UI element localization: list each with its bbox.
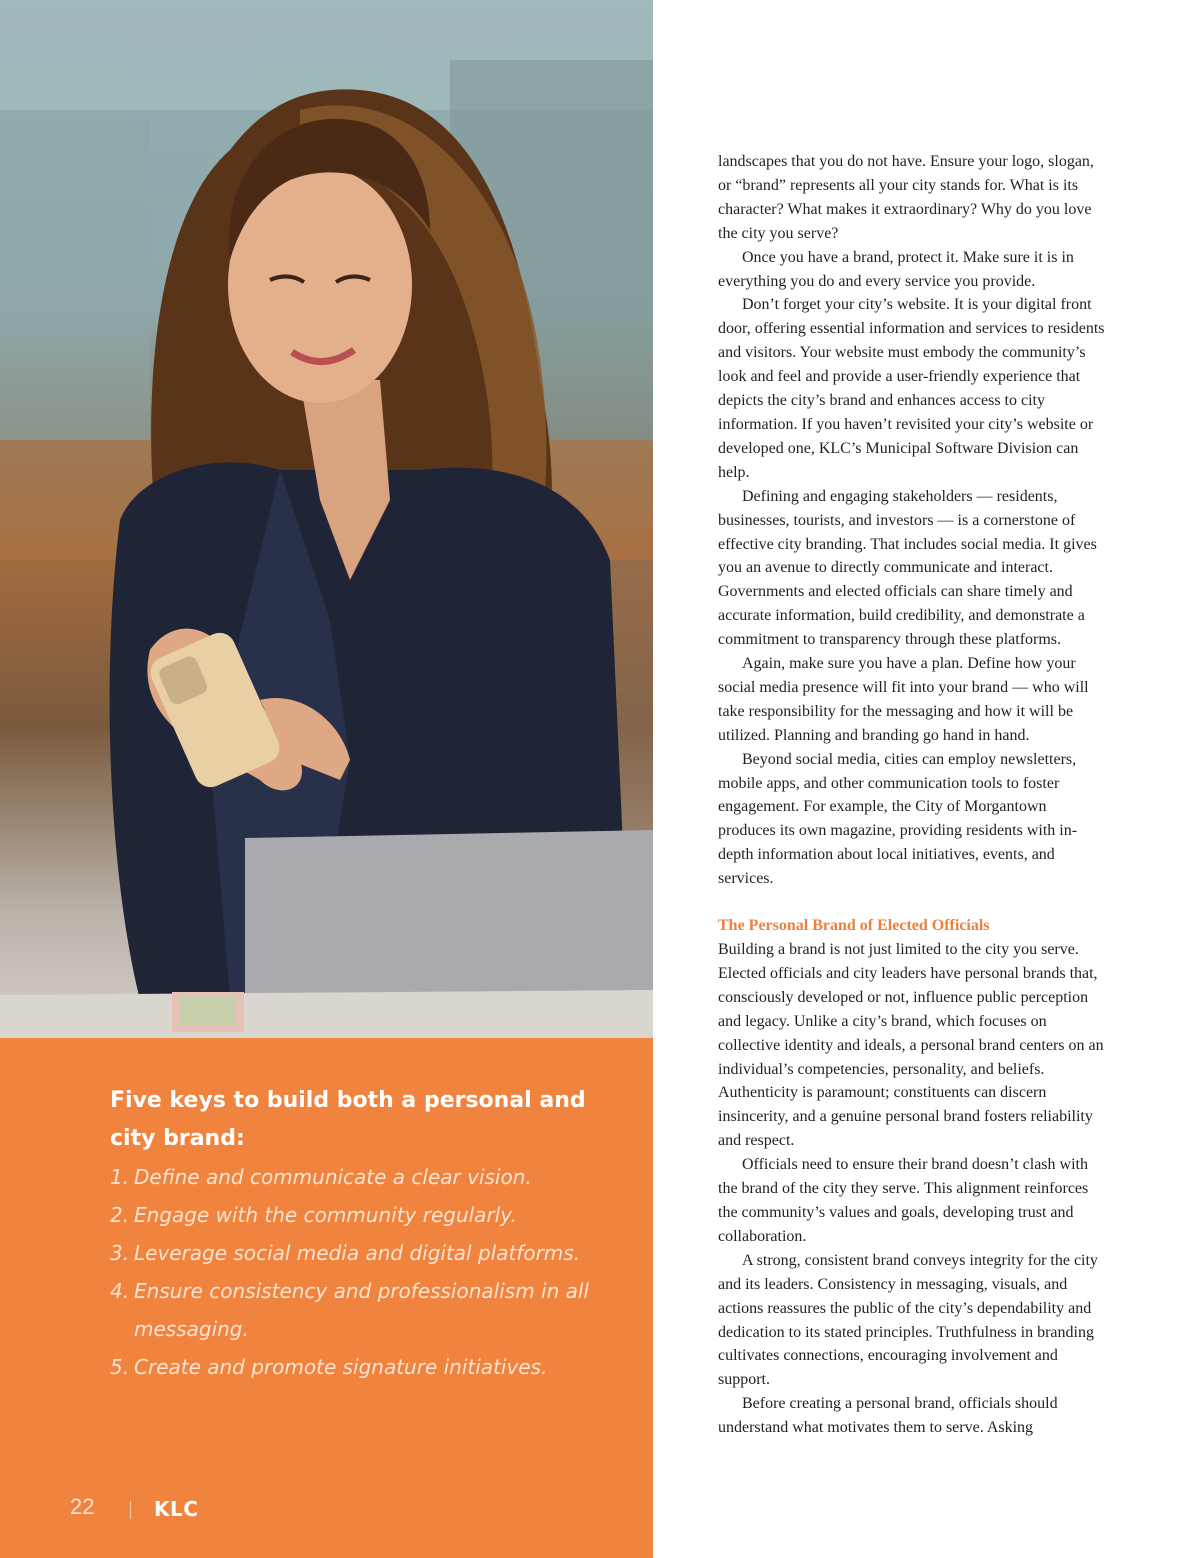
article-paragraph: Again, make sure you have a plan. Define how your social media presence will fit into your brand — who will take responsibility for the messaging and how it will be utilized. Planning and branding go hand in hand. (718, 655, 1089, 744)
article-column (718, 150, 1108, 1440)
klc-logo: KLC (154, 1497, 199, 1521)
list-item (110, 1234, 630, 1272)
five-keys-list (110, 1158, 630, 1386)
article-paragraph: Don’t forget your city’s website. It is your digital front door, offering essential information and services to residents and visitors. Your website must embody the community’s look and feel and provide a user-friendly experience that depicts the city’s brand and enhances access to city information. If you haven’t revisited your city’s website or developed one, KLC’s Municipal Software Division can help. (718, 296, 1105, 481)
list-number: 2. (110, 1203, 130, 1227)
callout-heading: Five keys to build both a personal and city brand: (110, 1088, 586, 1151)
footer-divider (130, 1501, 131, 1519)
article-paragraph: Once you have a brand, protect it. Make sure it is in everything you do and every service you provide. (718, 248, 1074, 290)
list-number: 4. (110, 1279, 130, 1303)
section-heading: The Personal Brand of Elected Officials (718, 917, 990, 935)
article-paragraph: Defining and engaging stakeholders — residents, businesses, tourists, and investors — is a cornerstone of effective city branding. That includes social media. It gives you an avenue to directly communicate and interact. Governments and elected officials can share timely and accurate information, build credibility, and demonstrate a commitment to transparency through these platforms. (718, 487, 1097, 649)
list-item-text: Ensure consistency and professionalism in all messaging. (134, 1279, 589, 1341)
list-number: 1. (110, 1165, 130, 1189)
list-item-text: Engage with the community regularly. (134, 1203, 517, 1227)
woman-with-phone-illustration (0, 0, 653, 1038)
list-number: 3. (110, 1241, 130, 1265)
article-paragraph: A strong, consistent brand conveys integrity for the city and its leaders. Consistency in messaging, visuals, and actions reassures the public of the city’s dependability and dedication to its stated principles. Truthfulness in branding cultivates connections, encouraging involvement and support. (718, 1251, 1098, 1389)
list-item (110, 1196, 630, 1234)
list-item-text: Define and communicate a clear vision. (134, 1165, 532, 1189)
list-item-text: Leverage social media and digital platforms. (134, 1241, 581, 1265)
article-paragraph: Officials need to ensure their brand doesn’t clash with the brand of the city they serve. This alignment reinforces the community’s values and goals, developing trust and collaboration. (718, 1156, 1089, 1245)
list-item-text: Create and promote signature initiatives. (134, 1355, 548, 1379)
list-number: 5. (110, 1355, 130, 1379)
article-paragraph: landscapes that you do not have. Ensure your logo, slogan, or “brand” represents all your city stands for. What is its character? What makes it extraordinary? Why do you love the city you serve? (718, 153, 1094, 242)
list-item (110, 1158, 630, 1196)
list-item (110, 1272, 630, 1348)
list-item (110, 1348, 630, 1386)
page-number: 22 (70, 1494, 95, 1519)
hero-photo (0, 0, 653, 1038)
article-paragraph: Before creating a personal brand, officials should understand what motivates them to serve. Asking (718, 1395, 1058, 1437)
article-paragraph: Beyond social media, cities can employ newsletters, mobile apps, and other communication tools to foster engagement. For example, the City of Morgantown produces its own magazine, providing residents with in-depth information about local initiatives, events, and services. (718, 750, 1078, 888)
article-paragraph: Building a brand is not just limited to the city you serve. Elected officials and city leaders have personal brands that, consciously developed or not, influence public perception and legacy. Unlike a city’s brand, which focuses on collective identity and ideals, a personal brand centers on an individual’s competencies, personality, and beliefs. Authenticity is paramount; constituents can discern insincerity, and a genuine personal brand fosters reliability and respect. (718, 941, 1104, 1150)
